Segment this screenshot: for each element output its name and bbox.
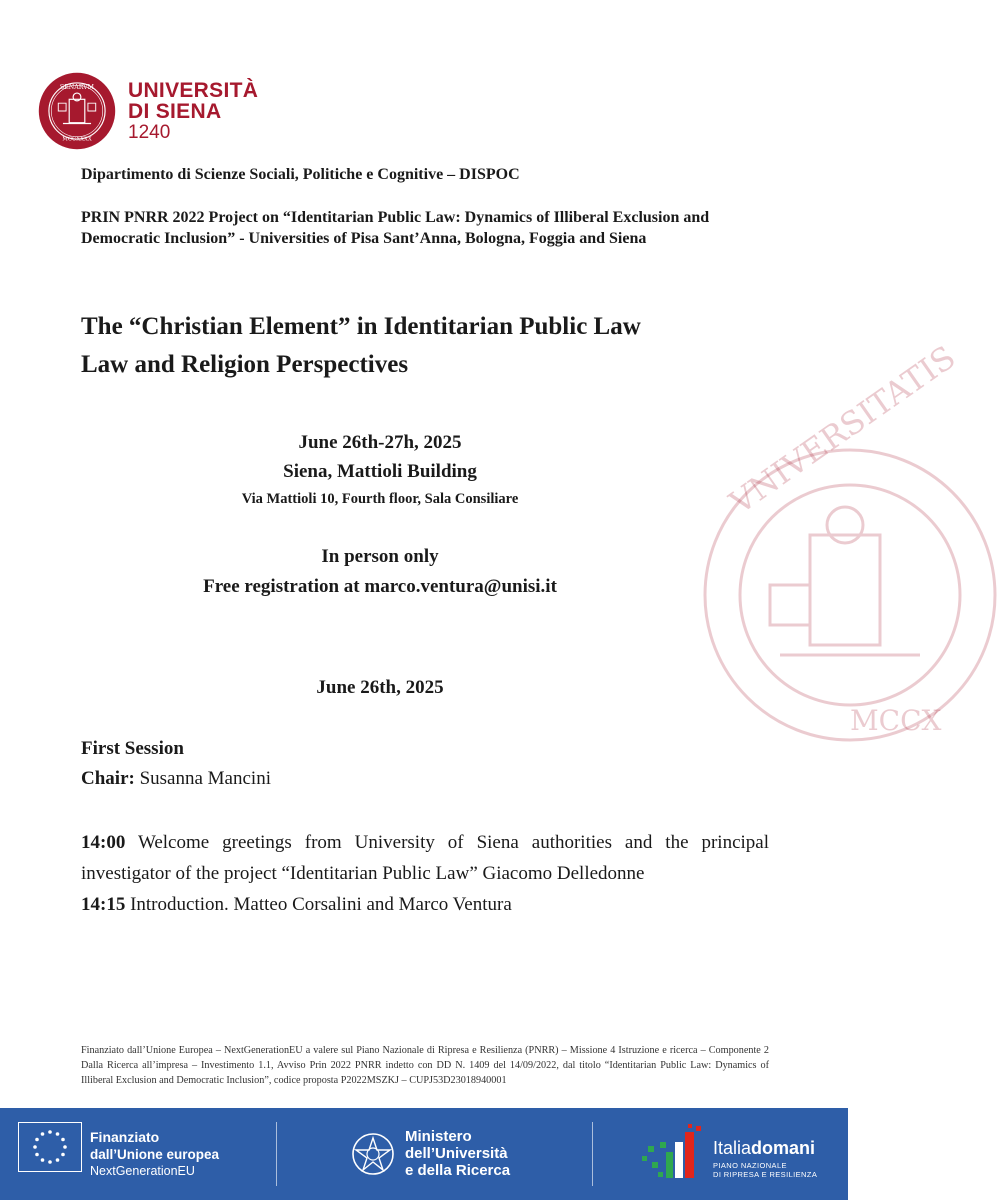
footer-divider — [276, 1122, 277, 1186]
eu-star-icon — [41, 1158, 45, 1162]
title-line-1: The “Christian Element” in Identitarian Public Law — [81, 313, 641, 340]
italia-domani-logo-icon — [640, 1122, 706, 1188]
agenda-time: 14:00 — [81, 832, 126, 853]
funding-footer-bar — [0, 1108, 848, 1200]
eu-star-icon — [35, 1138, 39, 1142]
registration-info: Free registration at marco.ventura@unisi.it — [203, 576, 557, 597]
italia-sub-1: PIANO NAZIONALE — [713, 1161, 787, 1170]
university-seal-icon — [38, 72, 116, 150]
italia-part: Italia — [713, 1138, 752, 1158]
event-title — [81, 308, 641, 384]
eu-flag-icon — [18, 1122, 82, 1172]
agenda-item — [81, 827, 769, 889]
agenda-list — [81, 827, 769, 920]
chair-name: Susanna Mancini — [134, 768, 271, 789]
logo-line-3: 1240 — [128, 122, 171, 143]
title-line-2: Law and Religion Perspectives — [81, 351, 409, 378]
eu-line-3: NextGenerationEU — [90, 1164, 195, 1178]
domani-part: domani — [751, 1138, 816, 1158]
eu-star-icon — [61, 1153, 65, 1157]
session-chair — [81, 768, 271, 790]
event-venue: Siena, Mattioli Building — [283, 461, 477, 482]
event-address: Via Mattioli 10, Fourth floor, Sala Consiliare — [241, 491, 519, 507]
eu-star-icon — [56, 1132, 60, 1136]
eu-star-icon — [48, 1130, 52, 1134]
eu-funding-text — [90, 1129, 219, 1180]
svg-text:VNIVERSITATIS: VNIVERSITATIS — [722, 338, 963, 522]
mur-line-3: e della Ricerca — [405, 1162, 511, 1179]
session-title: First Session — [81, 738, 184, 759]
logo-line-2: DI SIENA — [128, 100, 222, 123]
chair-label: Chair: — [81, 768, 135, 789]
eu-star-icon — [33, 1145, 37, 1149]
agenda-text: Welcome greetings from University of Siena authorities and the principal investigator of the project “Identitarian Public Law” Giacomo Delledonne — [81, 832, 769, 884]
svg-text:MCCX: MCCX — [850, 704, 942, 737]
funding-footnote: Finanziato dall’Unione Europea – NextGenerationEU a valere sul Piano Nazionale di Ripresa e Resilienza (PNRR) – Missione 4 Istruzione e ricerca – Componente 2 Dalla Ricerca all’impresa – Investimento 1.1, Avviso Prin 2022 PNRR indetto con DD N. 1409 del 14/09/2022, dal titolo “Identitarian Public Law: Dynamics of Illiberal Exclusion and Democratic Inclusion”, codice proposta P2022MSZKJ – CUPJ53D23018940001 — [81, 1045, 769, 1086]
italian-republic-emblem-icon — [350, 1130, 396, 1180]
mur-line-2: dell’Università — [405, 1145, 508, 1162]
project-description: PRIN PNRR 2022 Project on “Identitarian Public Law: Dynamics of Illiberal Exclusion and Democratic Inclusion” - Universities of Pisa Sant’Anna, Bologna, Foggia and Siena — [81, 209, 710, 247]
eu-line-2: dall’Unione europea — [90, 1147, 220, 1162]
mur-line-1: Ministero — [405, 1128, 472, 1145]
ministry-text — [405, 1128, 510, 1179]
agenda-text: Introduction. Matteo Corsalini and Marco Ventura — [125, 894, 512, 915]
eu-line-1: Finanziato — [90, 1129, 160, 1145]
university-logo-text — [128, 80, 258, 143]
italia-sub-2: DI RIPRESA E RESILIENZA — [713, 1170, 818, 1179]
eu-star-icon — [56, 1158, 60, 1162]
eu-star-icon — [63, 1145, 67, 1149]
eu-star-icon — [61, 1138, 65, 1142]
italia-domani-text — [713, 1138, 817, 1179]
day-heading: June 26th, 2025 — [316, 677, 444, 698]
italia-domani-wordmark — [713, 1138, 817, 1158]
logo-line-1: UNIVERSITÀ — [128, 79, 259, 102]
svg-text:MCCXXXX: MCCXXXX — [62, 136, 92, 143]
attendance-note: In person only — [321, 546, 439, 567]
footer-divider — [592, 1122, 593, 1186]
agenda-time: 14:15 — [81, 894, 126, 915]
eu-star-icon — [35, 1153, 39, 1157]
event-dates: June 26th-27h, 2025 — [298, 432, 462, 453]
agenda-item — [81, 889, 769, 920]
eu-star-icon — [48, 1160, 52, 1164]
department-name: Dipartimento di Scienze Sociali, Politiche e Cognitive – DISPOC — [81, 166, 520, 183]
svg-text:SENARVM: SENARVM — [59, 84, 95, 92]
eu-star-icon — [41, 1132, 45, 1136]
